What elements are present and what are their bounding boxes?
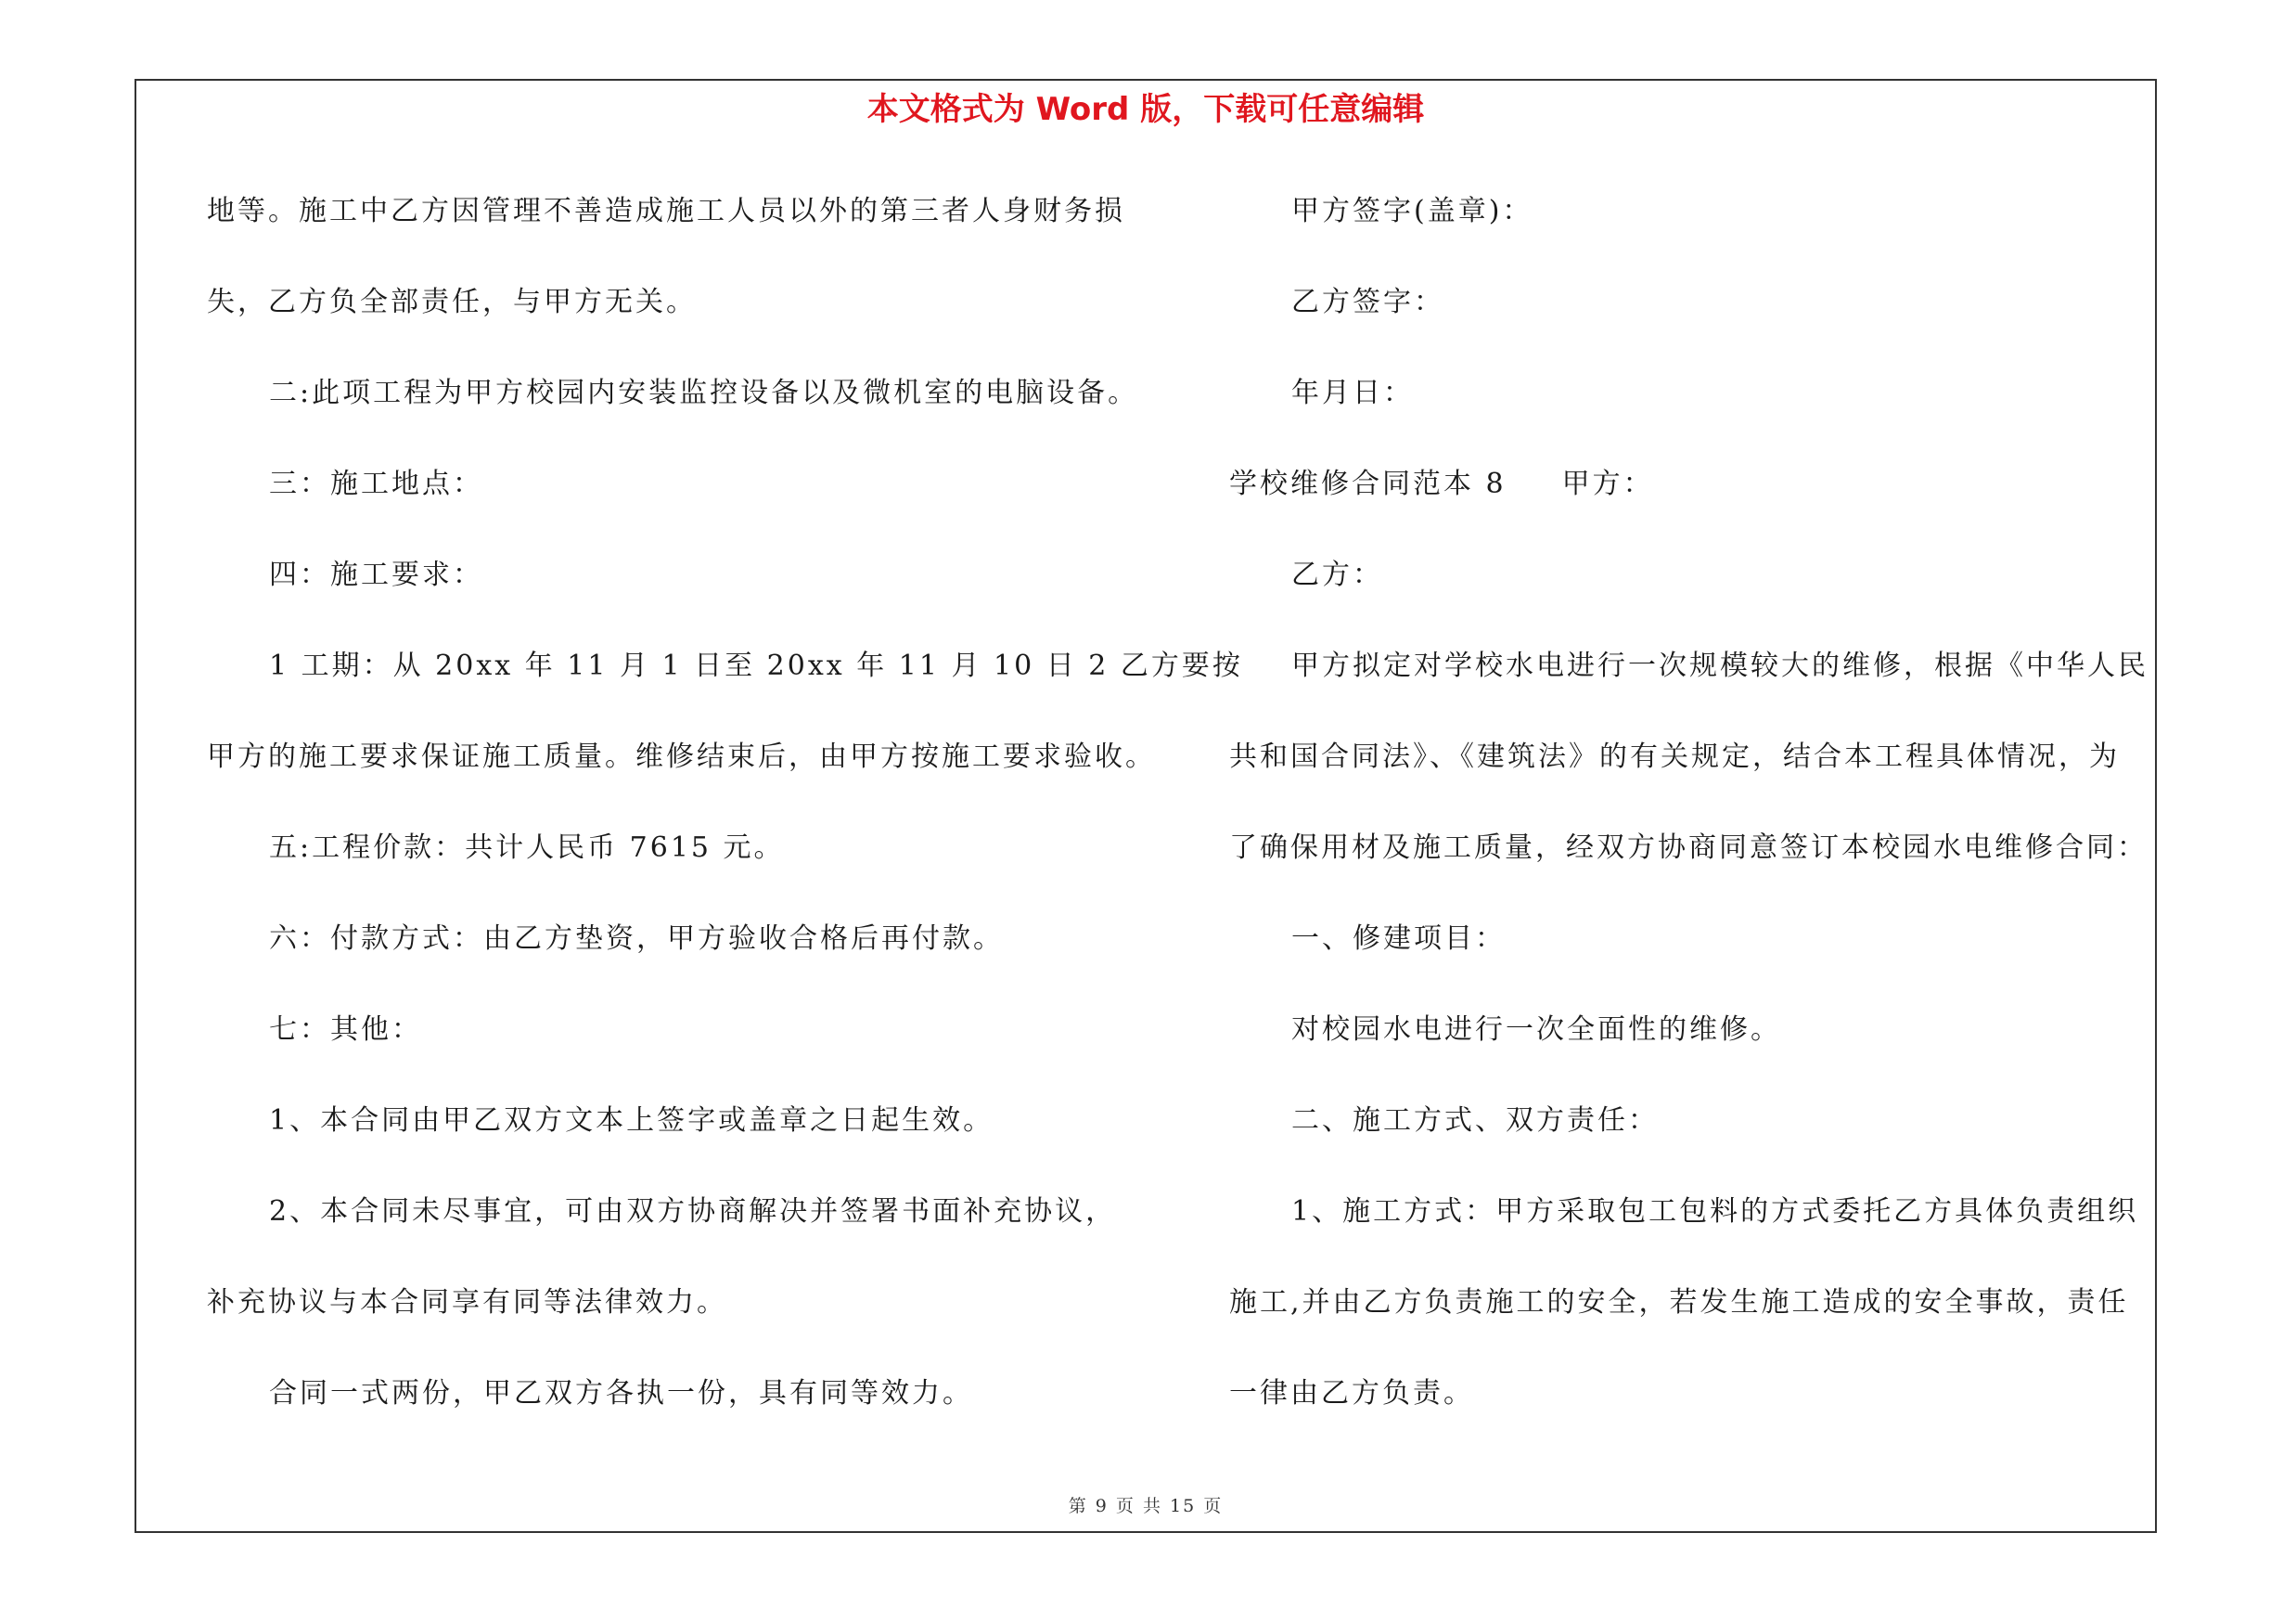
right-line-2: 乙方签字： <box>1291 286 1444 318</box>
left-line-4: 三：施工地点： <box>269 468 483 500</box>
right-line-1: 甲方签字(盖章)： <box>1291 195 1533 227</box>
word-format-banner: 本文格式为 Word 版，下载可任意编辑 <box>866 91 1425 128</box>
contract-sample-title: 学校维修合同范本 8 <box>1229 468 1507 500</box>
right-line-14: 一律由乙方负责。 <box>1229 1377 1474 1410</box>
left-line-7: 甲方的施工要求保证施工质量。维修结束后，由甲方按施工要求验收。 <box>207 741 1156 773</box>
left-line-12: 2、本合同未尽事宜，可由双方协商解决并签署书面补充协议， <box>269 1195 1117 1228</box>
left-column <box>207 184 1243 1457</box>
right-line-6: 甲方拟定对学校水电进行一次规模较大的维修，根据《中华人民 <box>1291 650 2148 682</box>
right-line-12: 1、施工方式：甲方采取包工包料的方式委托乙方具体负责组织 <box>1291 1195 2139 1228</box>
left-line-8: 五:工程价款：共计人民币 7615 元。 <box>269 831 785 864</box>
left-line-14: 合同一式两份，甲乙双方各执一份，具有同等效力。 <box>269 1377 973 1410</box>
right-line-11: 二、施工方式、双方责任： <box>1291 1104 1659 1137</box>
right-line-9: 一、修建项目： <box>1291 922 1506 955</box>
page-number: 第 9 页 共 15 页 <box>1068 1496 1224 1516</box>
left-line-1: 地等。施工中乙方因管理不善造成施工人员以外的第三者人身财务损 <box>207 195 1125 227</box>
right-line-5: 乙方： <box>1291 559 1383 591</box>
right-line-10: 对校园水电进行一次全面性的维修。 <box>1291 1013 1781 1046</box>
right-column <box>1229 184 2159 1457</box>
left-line-5: 四：施工要求： <box>269 559 483 591</box>
right-line-7: 共和国合同法》、《建筑法》的有关规定，结合本工程具体情况，为 <box>1229 741 2120 773</box>
party-a-label: 甲方： <box>1561 468 1654 500</box>
right-line-4 <box>1229 457 2159 547</box>
left-line-11: 1、本合同由甲乙双方文本上签字或盖章之日起生效。 <box>269 1104 994 1137</box>
left-line-10: 七：其他： <box>269 1013 422 1046</box>
right-line-13: 施工,并由乙方负责施工的安全，若发生施工造成的安全事故，责任 <box>1229 1286 2129 1319</box>
left-line-9: 六：付款方式：由乙方垫资，甲方验收合格后再付款。 <box>269 922 1004 955</box>
left-line-2: 失，乙方负全部责任，与甲方无关。 <box>207 286 697 318</box>
left-line-6: 1 工期：从 20xx 年 11 月 1 日至 20xx 年 11 月 10 日 2 乙方要按 <box>269 650 1243 682</box>
right-line-3: 年月日： <box>1291 377 1414 409</box>
left-line-3: 二:此项工程为甲方校园内安装监控设备以及微机室的电脑设备。 <box>269 377 1139 409</box>
right-line-8: 了确保用材及施工质量，经双方协商同意签订本校园水电维修合同： <box>1229 831 2148 864</box>
left-line-13: 补充协议与本合同享有同等法律效力。 <box>207 1286 727 1319</box>
